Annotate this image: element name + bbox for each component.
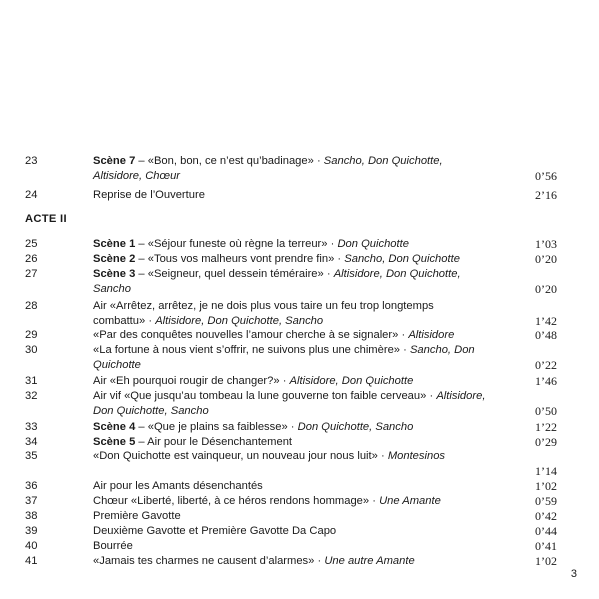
track-number: 25: [25, 238, 38, 250]
track-row: [25, 299, 557, 329]
track-number: 33: [25, 421, 38, 433]
track-title: Scène 7 – «Bon, bon, ce n’est qu’badinage» · Sancho, Don Quichotte, Altisidore, Chœur: [93, 155, 443, 182]
track-text: «Par des conquêtes nouvelles l’amour cherche à se signaler»: [93, 329, 399, 341]
track-number: 29: [25, 329, 38, 341]
track-number: 37: [25, 495, 38, 507]
track-duration: 0’59: [535, 494, 557, 509]
track-text: Air «Eh pourquoi rougir de changer?»: [93, 375, 280, 387]
track-roles: Une Amante: [379, 495, 441, 507]
track-number: 41: [25, 555, 38, 567]
track-roles: Sancho, Don Quichotte, Altisidore, Chœur: [93, 155, 443, 182]
track-row: [25, 494, 557, 509]
track-text: Reprise de l’Ouverture: [93, 189, 205, 201]
track-title: [93, 188, 488, 203]
track-text: Chœur «Liberté, liberté, à ce héros rendons hommage»: [93, 495, 370, 507]
track-number: 38: [25, 510, 38, 522]
track-row: [25, 389, 557, 419]
page-number: 3: [570, 568, 577, 580]
scene-label: Scène 7: [93, 155, 136, 167]
scene-label: Scène 2: [93, 253, 136, 265]
scene-label: Scène 3: [93, 268, 136, 280]
track-duration: 0’50: [535, 404, 557, 419]
track-duration: 2’16: [535, 188, 557, 203]
track-text: «La fortune à nous vient s’offrir, ne suivons plus une chimère»: [93, 344, 401, 356]
track-number: 40: [25, 540, 38, 552]
track-row: [25, 554, 557, 569]
track-row: [25, 252, 557, 267]
track-title: [93, 539, 488, 554]
track-roles: Une autre Amante: [324, 555, 415, 567]
track-text: «Seigneur, quel dessein téméraire»: [147, 268, 324, 280]
track-row: [25, 328, 557, 343]
track-number: 27: [25, 268, 38, 280]
scene-label: Scène 1: [93, 238, 136, 250]
track-duration: 0’20: [535, 252, 557, 267]
track-roles: Altisidore, Don Quichotte, Sancho: [155, 314, 324, 327]
track-title: «Jamais tes charmes ne causent d’alarmes» · Une autre Amante: [93, 555, 415, 567]
track-duration: 0’48: [535, 328, 557, 343]
track-text: Deuxième Gavotte et Première Gavotte Da Capo: [93, 525, 337, 537]
track-number: 34: [25, 436, 38, 448]
track-title: Chœur «Liberté, liberté, à ce héros rendons hommage» · Une Amante: [93, 495, 441, 507]
scene-label: Scène 5: [93, 436, 136, 448]
track-number: 30: [25, 344, 38, 356]
track-duration: 1’02: [535, 554, 557, 569]
track-duration: 1’22: [535, 420, 557, 435]
track-duration: 0’42: [535, 509, 557, 524]
track-roles: Montesinos: [387, 450, 446, 462]
track-number: 35: [25, 450, 38, 462]
track-duration: 0’29: [535, 435, 557, 450]
track-duration: 0’20: [535, 282, 557, 297]
act-heading: ACTE II: [25, 213, 67, 225]
track-text: Bourrée: [93, 540, 133, 552]
track-number: 26: [25, 253, 38, 265]
track-title: [93, 509, 488, 524]
track-roles: Sancho, Don Quichotte: [93, 344, 475, 371]
track-text: Air pour le Désenchantement: [147, 436, 293, 448]
track-row: [25, 524, 557, 539]
track-title: «La fortune à nous vient s’offrir, ne suivons plus une chimère» · Sancho, Don Quichotte: [93, 344, 475, 371]
track-duration: 0’56: [535, 169, 557, 184]
track-number: 28: [25, 300, 38, 312]
track-number: 39: [25, 525, 38, 537]
track-number: 24: [25, 189, 38, 201]
track-title: Air «Arrêtez, arrêtez, je ne dois plus vous taire un feu trop longtemps combattu» · Altisidore, Don Quichotte, Sancho: [93, 300, 434, 327]
scene-label: Scène 4: [93, 421, 136, 433]
track-row: [25, 420, 557, 435]
track-number: 36: [25, 480, 38, 492]
track-number: 32: [25, 390, 38, 402]
track-row: [25, 188, 557, 203]
track-title: [93, 479, 488, 494]
track-title: Scène 2 – «Tous vos malheurs vont prendre fin» · Sancho, Don Quichotte: [93, 253, 460, 265]
track-roles: Altisidore, Don Quichotte, Sancho: [93, 390, 486, 417]
track-text: Air vif «Que jusqu’au tombeau la lune gouverne ton faible cerveau»: [93, 390, 427, 402]
track-title: «Don Quichotte est vainqueur, un nouveau jour nous luit» · Montesinos: [93, 450, 446, 462]
track-row: [25, 539, 557, 554]
track-row: [25, 154, 557, 184]
track-duration: 1’46: [535, 374, 557, 389]
track-row: [25, 435, 557, 450]
track-duration: 0’44: [535, 524, 557, 539]
track-duration: 0’22: [535, 358, 557, 373]
track-row: [25, 267, 557, 297]
track-title: Air «Eh pourquoi rougir de changer?» · Altisidore, Don Quichotte: [93, 375, 414, 387]
track-roles: Altisidore, Don Quichotte, Sancho: [93, 268, 461, 295]
track-number: 23: [25, 155, 38, 167]
track-row: [25, 449, 557, 479]
track-roles: Altisidore, Don Quichotte: [289, 375, 414, 387]
track-text: Première Gavotte: [93, 510, 181, 522]
track-title: [93, 524, 488, 539]
track-duration: 1’02: [535, 479, 557, 494]
track-text: Air pour les Amants désenchantés: [93, 480, 263, 492]
track-text: «Séjour funeste où règne la terreur»: [147, 238, 328, 250]
track-text: Air «Arrêtez, arrêtez, je ne dois plus vous taire un feu trop longtemps combattu»: [93, 300, 434, 327]
track-title: Scène 3 – «Seigneur, quel dessein téméraire» · Altisidore, Don Quichotte, Sancho: [93, 268, 461, 295]
track-duration: 1’03: [535, 237, 557, 252]
track-roles: Don Quichotte, Sancho: [297, 421, 414, 433]
track-title: «Par des conquêtes nouvelles l’amour cherche à se signaler» · Altisidore: [93, 329, 455, 341]
track-text: «Tous vos malheurs vont prendre fin»: [147, 253, 335, 265]
track-text: «Bon, bon, ce n’est qu’badinage»: [147, 155, 314, 167]
track-row: [25, 237, 557, 252]
track-title: Scène 5 – Air pour le Désenchantement: [93, 436, 293, 448]
track-roles: Sancho, Don Quichotte: [344, 253, 460, 265]
track-row: [25, 509, 557, 524]
track-duration: 1’14: [535, 464, 557, 479]
track-number: 31: [25, 375, 38, 387]
track-row: [25, 479, 557, 494]
track-row: [25, 343, 557, 373]
track-text: «Don Quichotte est vainqueur, un nouveau jour nous luit»: [93, 450, 378, 462]
track-title: Scène 1 – «Séjour funeste où règne la terreur» · Don Quichotte: [93, 238, 409, 250]
track-row: [25, 374, 557, 389]
track-duration: 1’42: [535, 314, 557, 329]
track-title: Scène 4 – «Que je plains sa faiblesse» · Don Quichotte, Sancho: [93, 421, 414, 433]
track-text: «Jamais tes charmes ne causent d’alarmes»: [93, 555, 315, 567]
track-title: Air vif «Que jusqu’au tombeau la lune gouverne ton faible cerveau» · Altisidore, Don Quichotte, Sancho: [93, 390, 486, 417]
track-duration: 0’41: [535, 539, 557, 554]
track-roles: Altisidore: [408, 329, 455, 341]
track-text: «Que je plains sa faiblesse»: [147, 421, 288, 433]
track-roles: Don Quichotte: [337, 238, 409, 250]
